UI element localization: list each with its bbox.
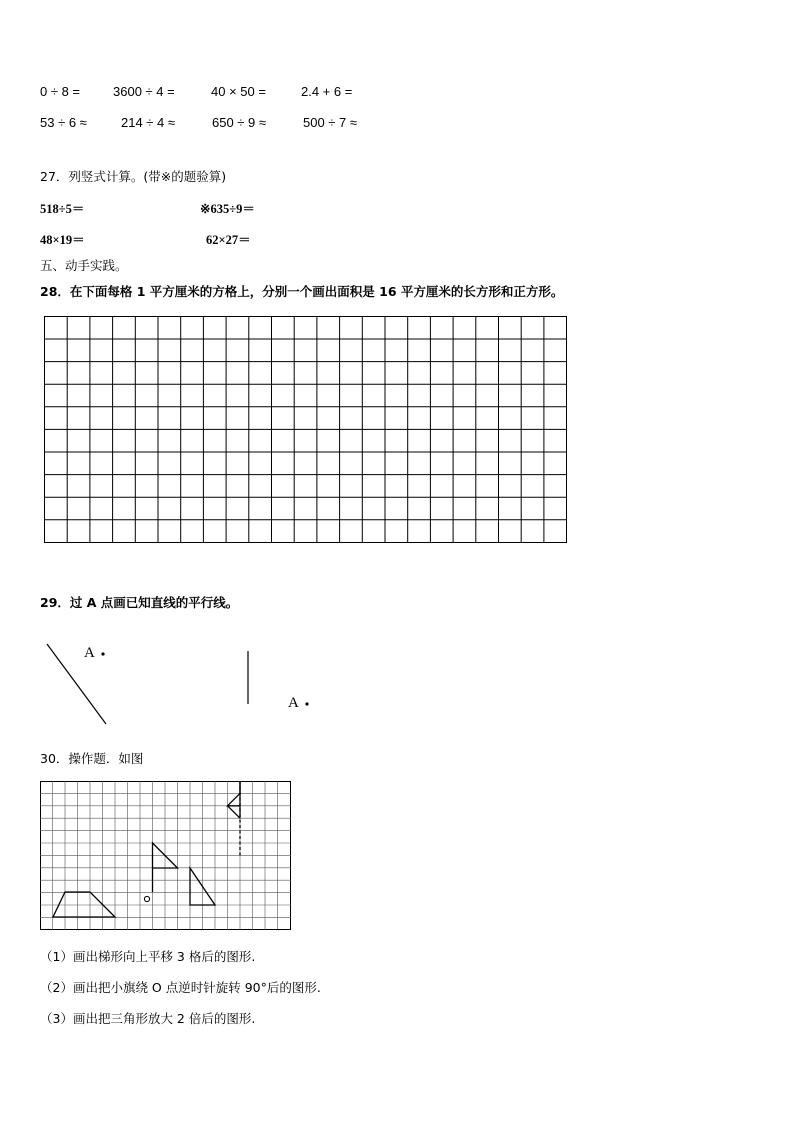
expr-1-4: 2.4 + 6 = (301, 84, 353, 99)
point-a-1-dot (101, 652, 104, 655)
expr-1-2: 3600 ÷ 4 = (113, 84, 175, 99)
q30-sub-1: （1）画出梯形向上平移 3 格后的图形. (40, 949, 256, 964)
point-a-2-label: A (288, 695, 299, 711)
arrow-shape (228, 781, 241, 818)
q27-item-1: 518÷5＝ (40, 202, 85, 216)
point-a-2-dot (305, 702, 308, 705)
expr-2-3: 650 ÷ 9 ≈ (212, 115, 267, 130)
q30-grid-figure (40, 781, 292, 931)
q30-sub-3: （3）画出把三角形放大 2 倍后的图形. (40, 1011, 256, 1026)
q28-title: 28．在下面每格 1 平方厘米的方格上，分别一个画出面积是 16 平方厘米的长方形和正方形。 (40, 284, 564, 299)
slanted-line (47, 644, 106, 724)
q30-title: 30．操作题．如图 (40, 751, 144, 766)
q27-title: 27．列竖式计算。(带※的题验算) (40, 169, 227, 184)
expr-2-1: 53 ÷ 6 ≈ (40, 115, 87, 130)
expr-2-2: 214 ÷ 4 ≈ (121, 115, 176, 130)
expr-1-3: 40 × 50 = (211, 84, 266, 99)
q28-grid (44, 316, 568, 544)
q27-item-2: ※635÷9＝ (200, 202, 255, 216)
q27-item-3: 48×19＝ (40, 233, 85, 247)
point-a-1-label: A (84, 645, 95, 661)
section-5-heading: 五、动手实践。 (40, 258, 128, 273)
q30-sub-2: （2）画出把小旗绕 O 点逆时针旋转 90°后的图形. (40, 980, 321, 995)
trapezoid-shape (53, 892, 115, 917)
point-o-dot (144, 896, 149, 901)
expr-2-4: 500 ÷ 7 ≈ (303, 115, 358, 130)
expr-1-1: 0 ÷ 8 = (40, 84, 81, 99)
q29-title: 29．过 A 点画已知直线的平行线。 (40, 595, 239, 610)
q27-item-4: 62×27＝ (206, 233, 251, 247)
